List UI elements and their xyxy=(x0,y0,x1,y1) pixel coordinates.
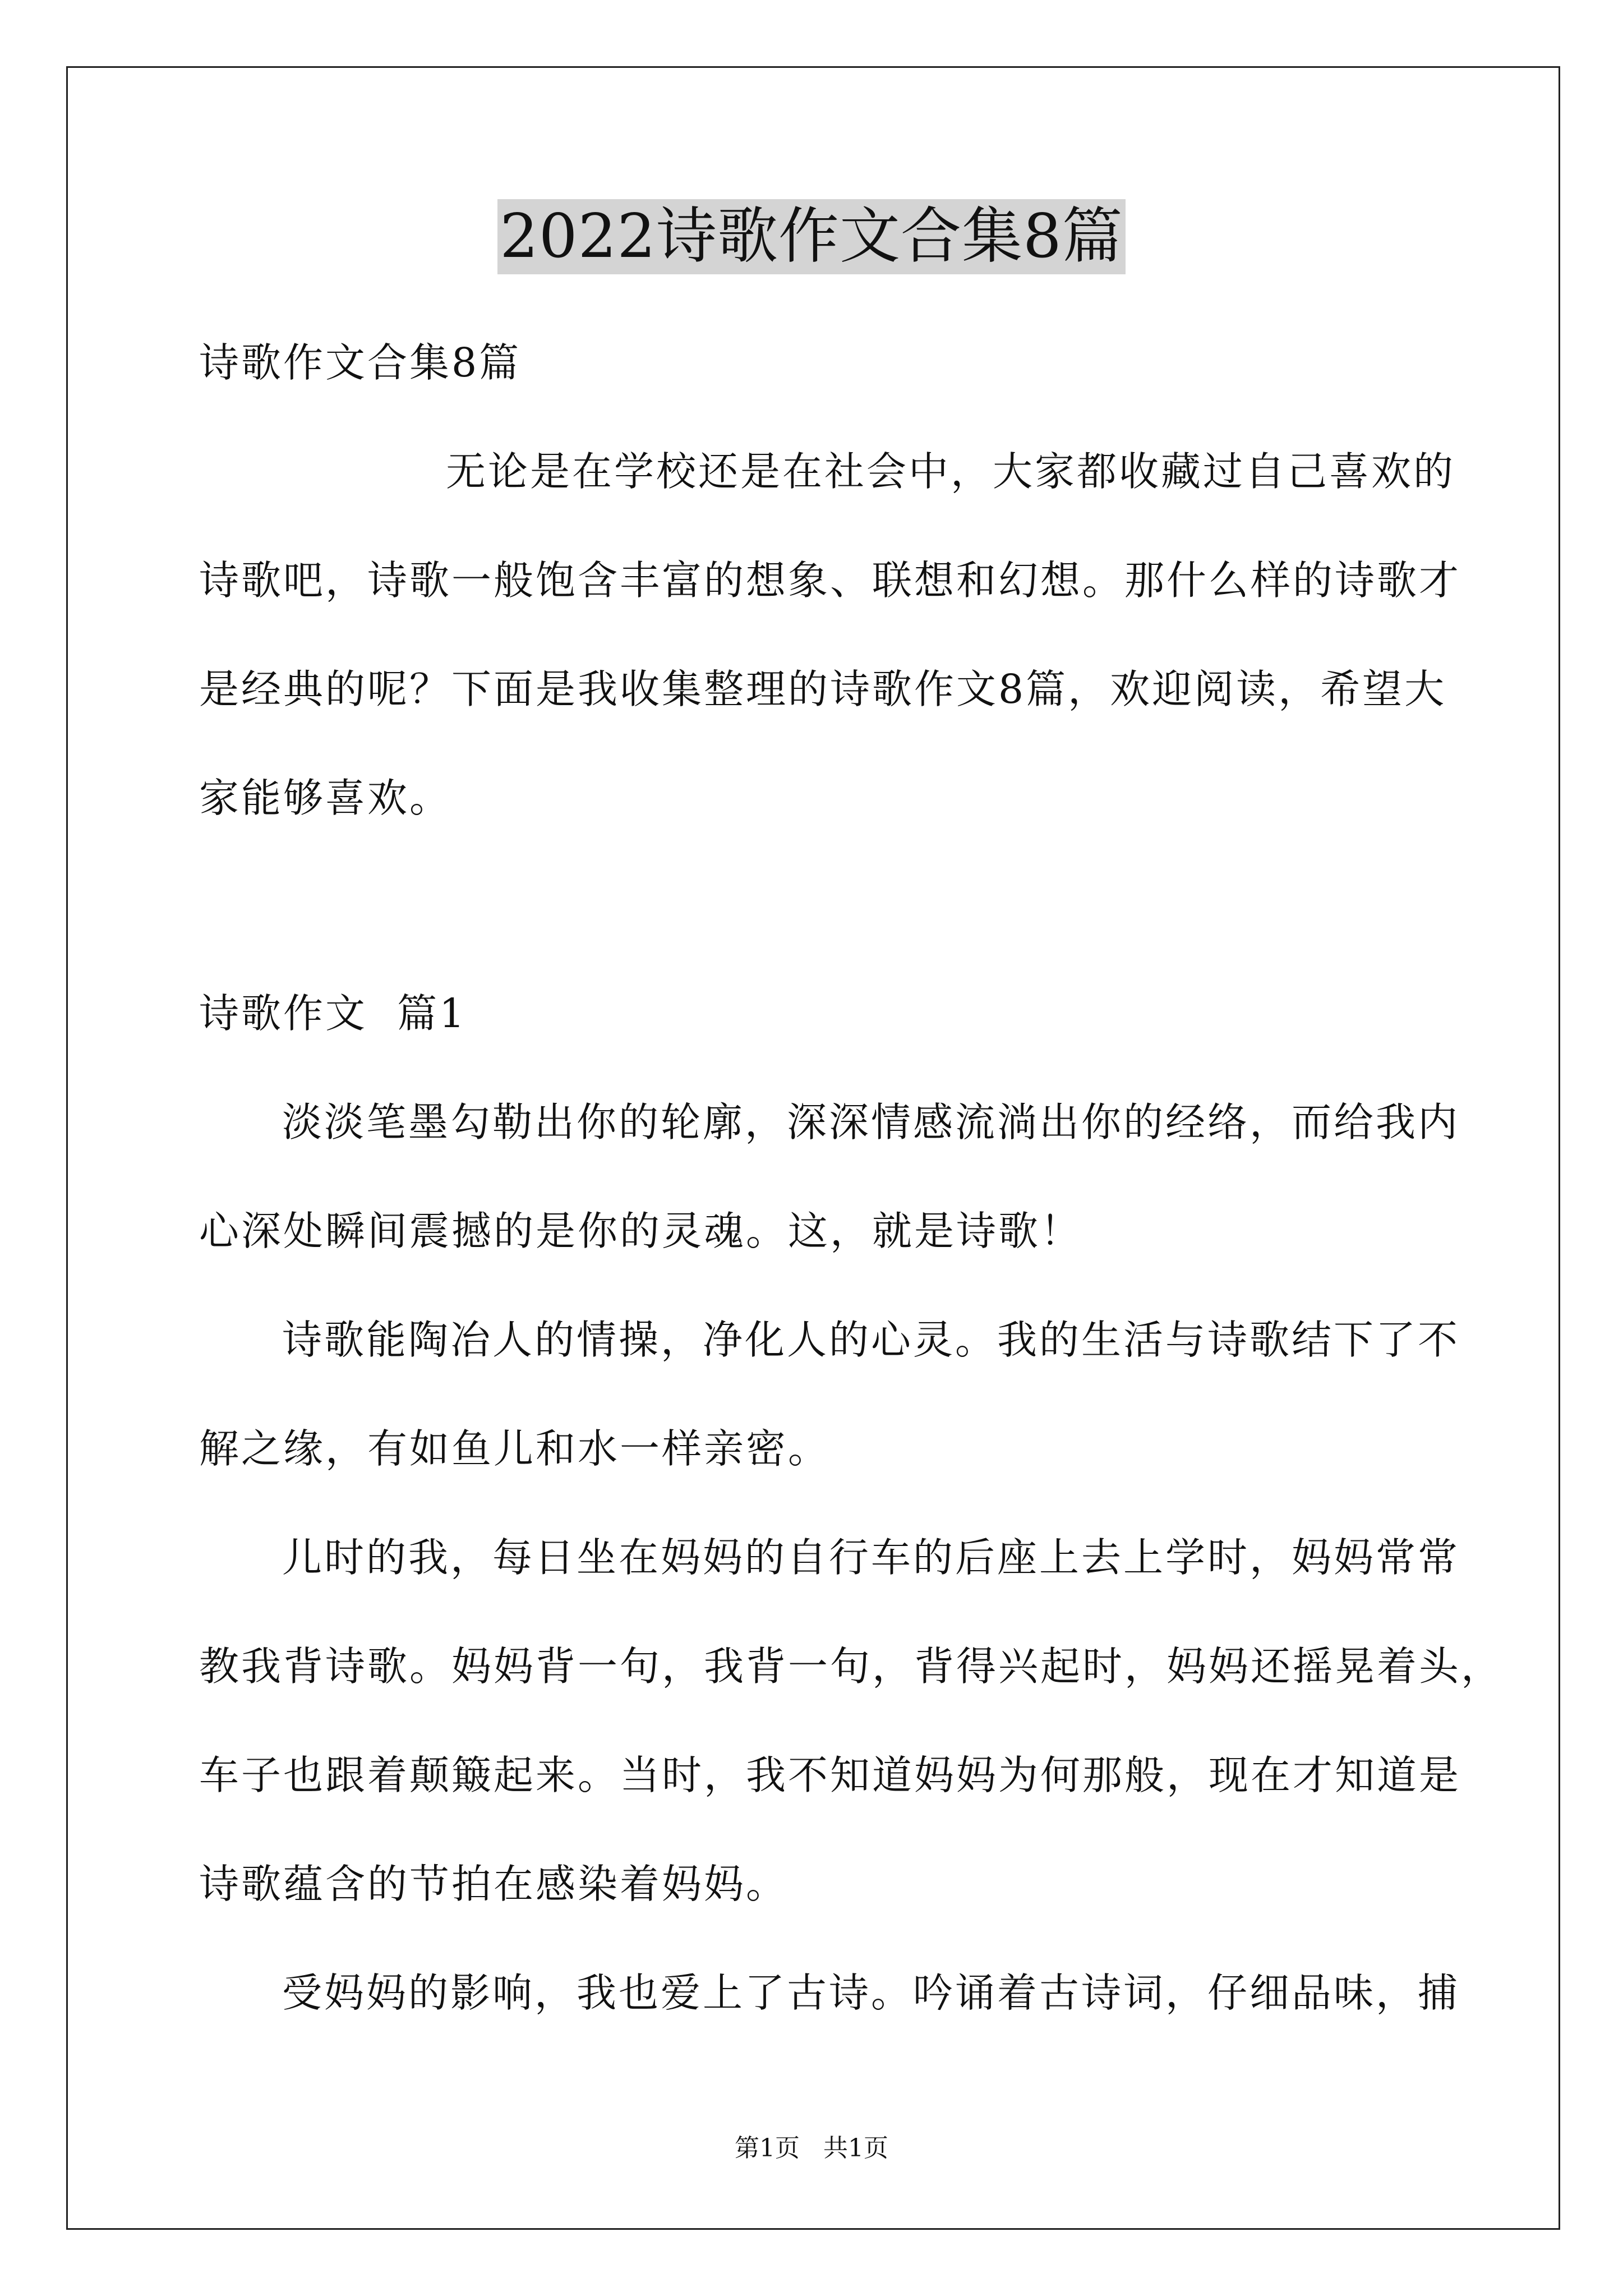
page-footer xyxy=(0,2132,1623,2165)
title-wrapper xyxy=(0,199,1623,274)
document-title: 2022诗歌作文合集8篇 xyxy=(497,199,1126,274)
intro-line: 无论是在学校还是在社会中，大家都收藏过自己喜欢的 xyxy=(446,448,1456,495)
paragraph-line: 车子也跟着颠簸起来。当时，我不知道妈妈为何那般，现在才知道是 xyxy=(199,1752,1461,1798)
paragraph-line: 儿时的我，每日坐在妈妈的自行车的后座上去上学时，妈妈常常 xyxy=(282,1534,1460,1581)
section-heading: 诗歌作文 篇1 xyxy=(199,990,467,1037)
paragraph-line: 诗歌蕴含的节拍在感染着妈妈。 xyxy=(199,1861,789,1907)
subtitle: 诗歌作文合集8篇 xyxy=(199,339,522,386)
page-number: 第1页 xyxy=(735,2134,800,2162)
paragraph-line: 解之缘，有如鱼儿和水一样亲密。 xyxy=(199,1425,831,1472)
paragraph-line: 受妈妈的影响，我也爱上了古诗。吟诵着古诗词，仔细品味，捕 xyxy=(282,1970,1460,2016)
document-body xyxy=(199,309,1504,2047)
paragraph-line: 教我背诗歌。妈妈背一句，我背一句，背得兴起时，妈妈还摇晃着头， xyxy=(199,1643,1504,1690)
intro-line: 是经典的呢？下面是我收集整理的诗歌作文8篇，欢迎阅读，希望大 xyxy=(199,666,1447,712)
paragraph-line: 心深处瞬间震撼的是你的灵魂。这，就是诗歌！ xyxy=(199,1208,1083,1254)
spacer xyxy=(199,853,1433,959)
page-total: 共1页 xyxy=(823,2134,888,2162)
intro-line: 家能够喜欢。 xyxy=(199,775,452,821)
paragraph-line: 淡淡笔墨勾勒出你的轮廓，深深情感流淌出你的经络，而给我内 xyxy=(282,1099,1460,1145)
intro-line: 诗歌吧，诗歌一般饱含丰富的想象、联想和幻想。那什么样的诗歌才 xyxy=(199,557,1461,604)
paragraph-line: 诗歌能陶冶人的情操，净化人的心灵。我的生活与诗歌结下了不 xyxy=(282,1317,1460,1363)
